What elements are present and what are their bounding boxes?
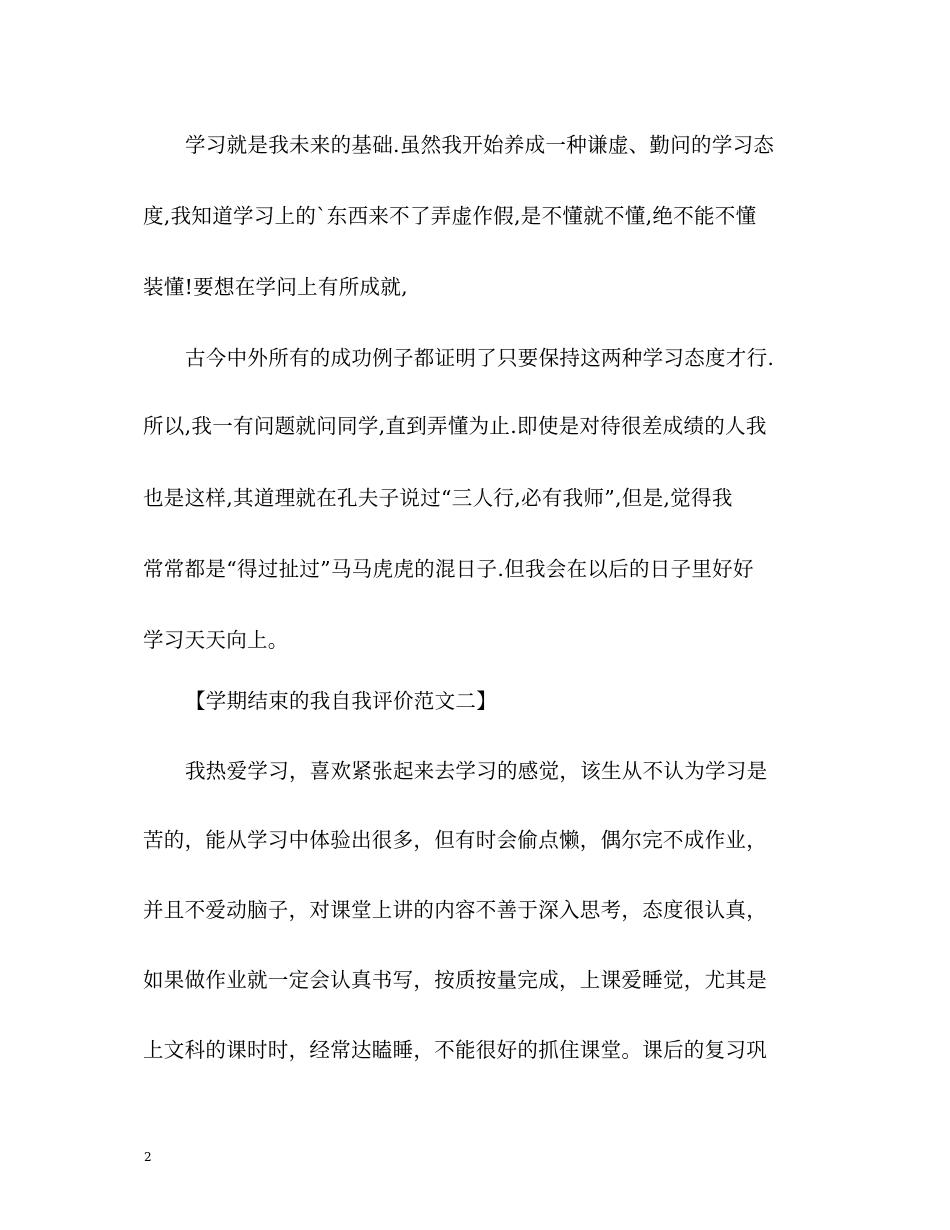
paragraph-line: 所以,我一有问题就问同学,直到弄懂为止.即使是对待很差成绩的人我	[143, 414, 767, 438]
paragraph-line: 苦的，能从学习中体验出很多，但有时会偷点懒，偶尔完不成作业，	[143, 828, 767, 852]
section-heading: 【学期结束的我自我评价范文二】	[185, 689, 497, 713]
paragraph-line: 学习就是我未来的基础.虽然我开始养成一种谦虚、勤问的学习态	[185, 133, 775, 157]
paragraph-line: 学习天天向上。	[143, 628, 289, 652]
paragraph-line: 并且不爱动脑子，对课堂上讲的内容不善于深入思考，态度很认真，	[143, 898, 767, 922]
paragraph-line: 常常都是“得过扯过”马马虎虎的混日子.但我会在以后的日子里好好	[143, 557, 754, 581]
paragraph-line: 古今中外所有的成功例子都证明了只要保持这两种学习态度才行.	[185, 346, 775, 370]
paragraph-line: 我热爱学习，喜欢紧张起来去学习的感觉，该生从不认为学习是	[185, 759, 768, 783]
paragraph-line: 上文科的课时时，经常达瞌睡，不能很好的抓住课堂。课后的复习巩	[143, 1038, 767, 1062]
paragraph-line: 度,我知道学习上的`东西来不了弄虚作假,是不懂就不懂,绝不能不懂	[143, 204, 757, 228]
paragraph-line: 装懂!要想在学问上有所成就,	[143, 275, 408, 299]
page-number: 2	[144, 1150, 152, 1164]
paragraph-line: 也是这样,其道理就在孔夫子说过“三人行,必有我师”,但是,觉得我	[143, 486, 733, 510]
paragraph-line: 如果做作业就一定会认真书写，按质按量完成，上课爱睡觉，尤其是	[143, 968, 767, 992]
